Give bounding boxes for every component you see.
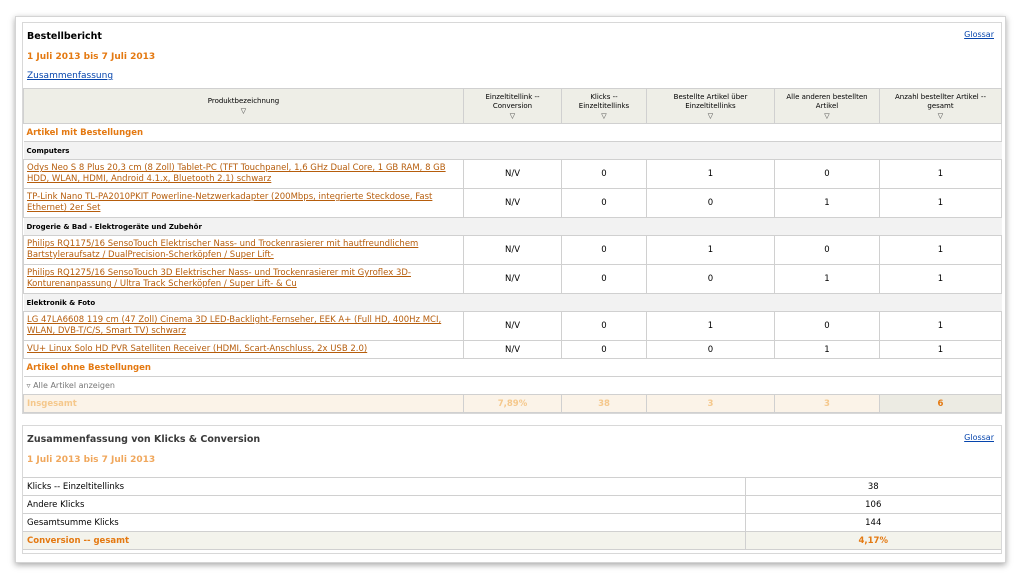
conversion-cell: N/V: [464, 312, 562, 341]
summary-table: [23, 477, 1001, 550]
conversion-cell: N/V: [464, 236, 562, 265]
summary-title: Zusammenfassung von Klicks & Conversion: [27, 434, 261, 445]
other-ordered-cell: 0: [775, 160, 880, 189]
report-date-range: 1 Juli 2013 bis 7 Juli 2013: [27, 52, 156, 62]
summary-value: 144: [745, 514, 1001, 532]
col-header-label: Anzahl bestellter Artikel -- gesamt: [895, 92, 986, 110]
show-all-label: Alle Artikel anzeigen: [33, 381, 115, 390]
category-label: Elektronik & Foto: [24, 294, 1002, 312]
product-link[interactable]: Philips RQ1275/16 SensoTouch 3D Elektrischer Nass- und Trockenrasierer mit Gyroflex 3D-Konturenanpassung / Ultra Track Scherköpfen / Super Lift- & Cu: [27, 268, 411, 289]
col-header-ordered-via-links[interactable]: [647, 89, 775, 124]
total-ordered-cell: 1: [880, 341, 1002, 359]
triangle-down-icon: ▽: [707, 111, 714, 120]
product-cell: [24, 265, 464, 294]
summary-label: Klicks -- Einzeltitellinks: [23, 478, 745, 496]
product-link[interactable]: Odys Neo S 8 Plus 20,3 cm (8 Zoll) Tablet-PC (TFT Touchpanel, 1,6 GHz Dual Core, 1 GB RAM, 8 GB HDD, WLAN, HDMI, Android 4.1.x, Bluetooth 2.1) schwarz: [27, 163, 446, 184]
show-all-cell: [24, 377, 1002, 395]
table-header-row: [24, 89, 1002, 124]
totals-row: [24, 395, 1002, 413]
triangle-down-icon: ▽: [240, 107, 247, 115]
conversion-cell: N/V: [464, 265, 562, 294]
col-header-clicks[interactable]: [562, 89, 647, 124]
col-header-label: Produktbezeichnung: [207, 97, 280, 105]
clicks-cell: 0: [562, 189, 647, 218]
table-row: [24, 189, 1002, 218]
col-header-label: Einzeltitellink -- Conversion: [485, 92, 540, 110]
other-ordered-cell: 1: [775, 341, 880, 359]
summary-value: 38: [745, 478, 1001, 496]
clicks-cell: 0: [562, 312, 647, 341]
conversion-value: 4,17%: [745, 532, 1001, 550]
totals-label: Insgesamt: [24, 395, 464, 413]
show-all-articles-toggle[interactable]: [27, 381, 116, 390]
conversion-cell: N/V: [464, 341, 562, 359]
col-header-other-ordered[interactable]: [775, 89, 880, 124]
totals-ordered-via-links: 3: [647, 395, 775, 413]
totals-other-ordered: 3: [775, 395, 880, 413]
ordered-via-links-cell: 1: [647, 236, 775, 265]
product-link[interactable]: LG 47LA6608 119 cm (47 Zoll) Cinema 3D LED-Backlight-Fernseher, EEK A+ (Full HD, 400Hz MCI, WLAN, DVB-T/C/S, Smart TV) schwarz: [27, 315, 442, 336]
conversion-row: [23, 532, 1001, 550]
col-header-total-ordered[interactable]: [880, 89, 1002, 124]
col-header-label: Bestellte Artikel über Einzeltitellinks: [673, 92, 748, 110]
other-ordered-cell: 0: [775, 236, 880, 265]
total-ordered-cell: 1: [880, 160, 1002, 189]
clicks-cell: 0: [562, 265, 647, 294]
other-ordered-cell: 1: [775, 189, 880, 218]
section-row: [24, 124, 1002, 142]
total-ordered-cell: 1: [880, 189, 1002, 218]
triangle-down-icon: ▽: [601, 111, 607, 120]
triangle-down-icon: ▿: [26, 381, 31, 390]
summary-row: [23, 478, 1001, 496]
product-link[interactable]: Philips RQ1175/16 SensoTouch Elektrischer Nass- und Trockenrasierer mit hautfreundlichem Bartstyleraufsatz / DualPrecision-Scherköpfen / Super Lift-: [27, 239, 419, 260]
conversion-label: Conversion -- gesamt: [23, 532, 745, 550]
product-link[interactable]: VU+ Linux Solo HD PVR Satelliten Receiver (HDMI, Scart-Anschluss, 2x USB 2.0): [27, 344, 368, 354]
clicks-cell: 0: [562, 236, 647, 265]
summary-link[interactable]: Zusammenfassung: [27, 71, 114, 81]
section-with-orders: Artikel mit Bestellungen: [24, 124, 1002, 142]
table-row: [24, 236, 1002, 265]
total-ordered-cell: 1: [880, 312, 1002, 341]
col-header-label: Klicks -- Einzeltitellinks: [578, 92, 630, 110]
table-row: [24, 341, 1002, 359]
product-cell: [24, 312, 464, 341]
category-label: Drogerie & Bad - Elektrogeräte und Zubehör: [24, 218, 1002, 236]
totals-clicks: 38: [562, 395, 647, 413]
ordered-via-links-cell: 0: [647, 189, 775, 218]
summary-date-range: 1 Juli 2013 bis 7 Juli 2013: [27, 455, 156, 465]
ordered-via-links-cell: 0: [647, 265, 775, 294]
col-header-product[interactable]: [24, 89, 464, 124]
report-title: Bestellbericht: [27, 31, 102, 42]
glossary-link[interactable]: Glossar: [964, 30, 994, 39]
category-row: [24, 218, 1002, 236]
summary-glossary-link[interactable]: Glossar: [964, 433, 994, 442]
col-header-label: Alle anderen bestellten Artikel: [786, 92, 868, 110]
summary-label: Andere Klicks: [23, 496, 745, 514]
show-all-row: [24, 377, 1002, 395]
section-without-orders: Artikel ohne Bestellungen: [24, 359, 1002, 377]
section-row: [24, 359, 1002, 377]
orders-table: [23, 88, 1002, 413]
summary-row: [23, 514, 1001, 532]
clicks-conversion-summary-panel: [22, 425, 1002, 554]
triangle-down-icon: ▽: [824, 111, 830, 120]
summary-row: [23, 496, 1001, 514]
order-report-panel: [22, 22, 1002, 414]
other-ordered-cell: 0: [775, 312, 880, 341]
clicks-cell: 0: [562, 160, 647, 189]
table-row: [24, 265, 1002, 294]
summary-label: Gesamtsumme Klicks: [23, 514, 745, 532]
table-row: [24, 312, 1002, 341]
ordered-via-links-cell: 0: [647, 341, 775, 359]
col-header-conversion[interactable]: [464, 89, 562, 124]
totals-total-ordered: 6: [880, 395, 1002, 413]
table-row: [24, 160, 1002, 189]
totals-conversion: 7,89%: [464, 395, 562, 413]
triangle-down-icon: ▽: [937, 111, 944, 120]
category-label: Computers: [24, 142, 1002, 160]
product-cell: [24, 341, 464, 359]
product-link[interactable]: TP-Link Nano TL-PA2010PKIT Powerline-Netzwerkadapter (200Mbps, integrierte Steckdose, Fast Ethernet) 2er Set: [27, 192, 433, 213]
category-row: [24, 142, 1002, 160]
ordered-via-links-cell: 1: [647, 160, 775, 189]
ordered-via-links-cell: 1: [647, 312, 775, 341]
product-cell: [24, 236, 464, 265]
total-ordered-cell: 1: [880, 265, 1002, 294]
clicks-cell: 0: [562, 341, 647, 359]
other-ordered-cell: 1: [775, 265, 880, 294]
total-ordered-cell: 1: [880, 236, 1002, 265]
summary-value: 106: [745, 496, 1001, 514]
product-cell: [24, 189, 464, 218]
triangle-down-icon: ▽: [509, 111, 516, 120]
conversion-cell: N/V: [464, 189, 562, 218]
category-row: [24, 294, 1002, 312]
product-cell: [24, 160, 464, 189]
conversion-cell: N/V: [464, 160, 562, 189]
